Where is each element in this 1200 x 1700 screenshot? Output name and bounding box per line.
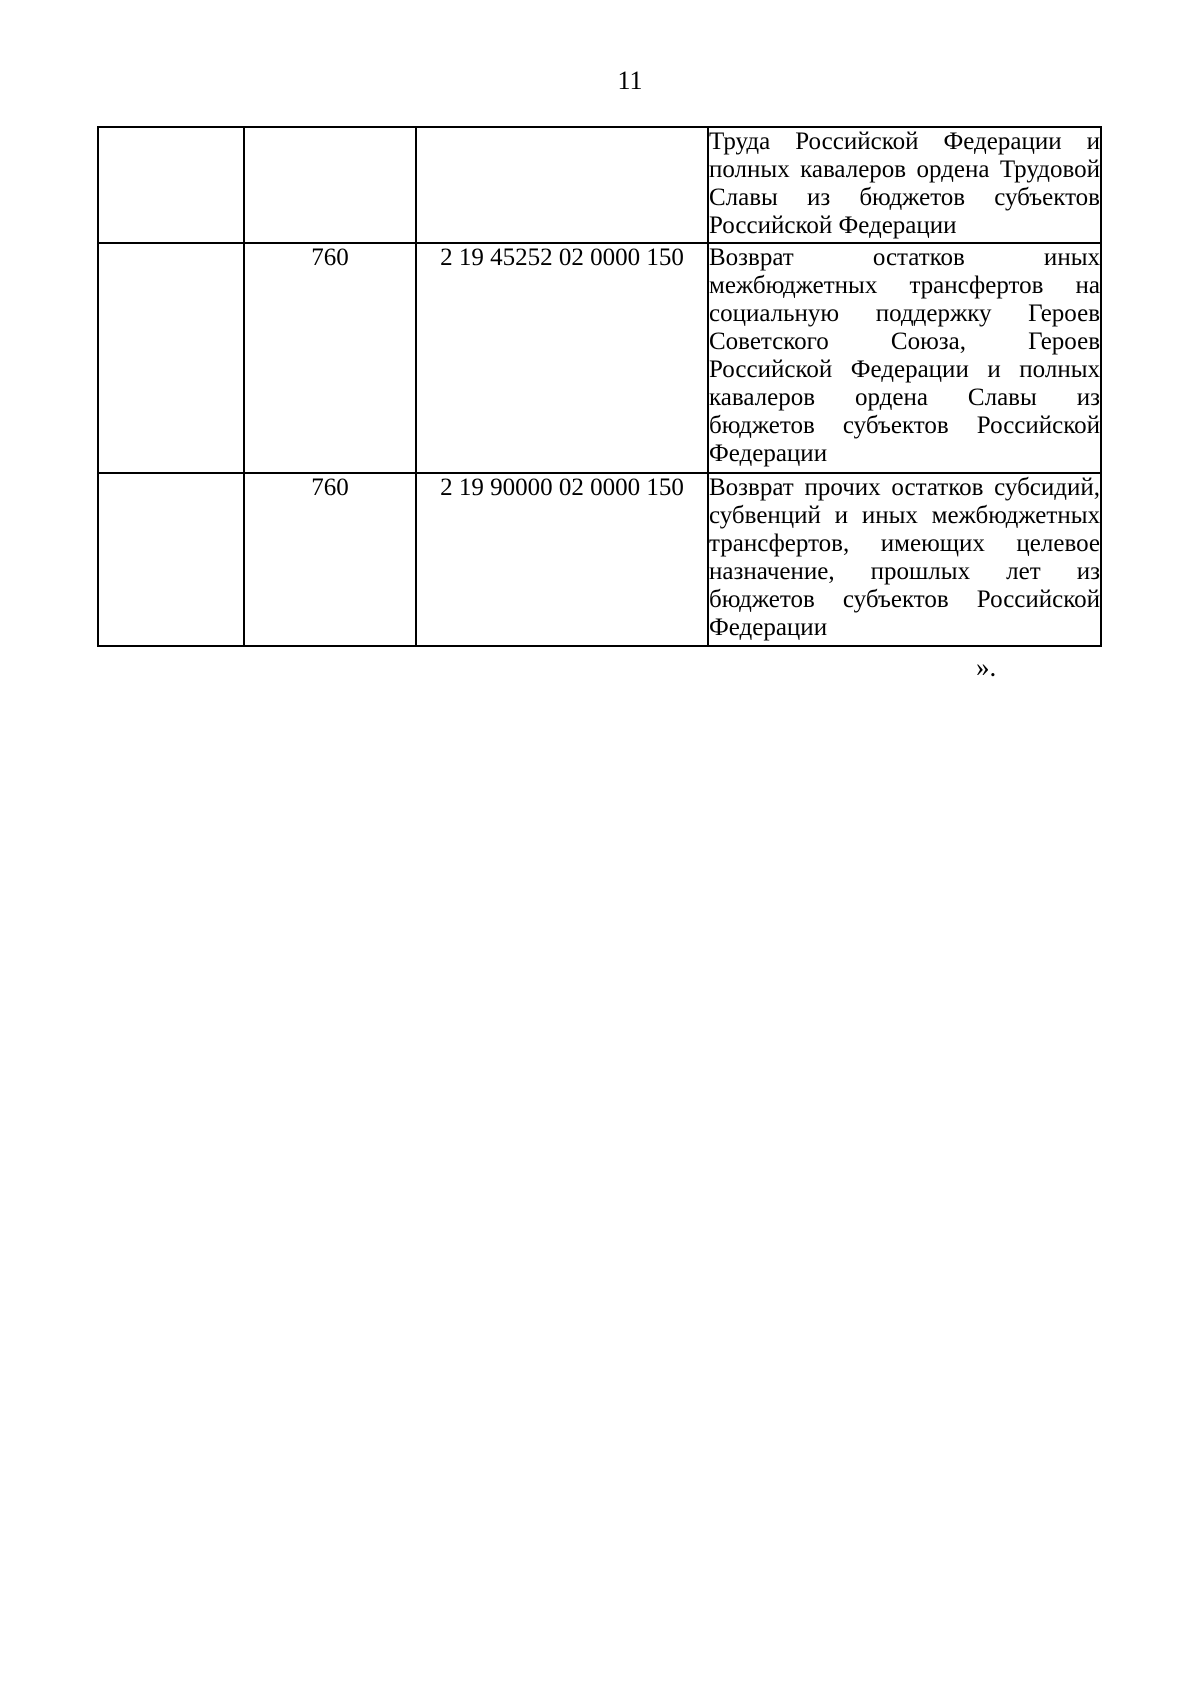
description-line: кавалеров ордена Славы из [709,384,1100,411]
empty-cell [98,473,244,646]
description-line: Российской Федерации [709,212,957,239]
description-line: межбюджетных трансфертов на [709,272,1100,299]
description-line: Российской Федерации и полных [709,356,1100,383]
admin-code-cell: 760 [244,243,416,473]
description-line: полных кавалеров ордена Трудовой [709,156,1100,183]
table-row [98,127,1101,243]
description-line: Советского Союза, Героев [709,328,1100,355]
description-line: бюджетов субъектов Российской [709,412,1100,439]
page-number: 11 [617,66,643,95]
budget-code-cell: 2 19 45252 02 0000 150 [416,243,708,473]
description-cell [708,243,1101,473]
description-line: субвенций и иных межбюджетных [709,502,1100,529]
table-row [98,473,1101,646]
budget-code-cell [416,127,708,243]
description-line: Федерации [709,440,828,467]
description-line: Возврат остатков иных [709,244,1100,271]
description-line: Славы из бюджетов субъектов [709,184,1100,211]
description-cell [708,473,1101,646]
closing-quote-mark: ». [976,652,997,682]
empty-cell [98,243,244,473]
description-line: бюджетов субъектов Российской [709,586,1100,613]
admin-code-cell [244,127,416,243]
admin-code-cell: 760 [244,473,416,646]
budget-classification-table [97,126,1102,647]
description-line: Федерации [709,614,828,641]
description-line: трансфертов, имеющих целевое [709,530,1100,557]
table-row [98,243,1101,473]
description-line: Возврат прочих остатков субсидий, [709,474,1100,501]
description-line: Труда Российской Федерации и [709,128,1100,155]
description-line: социальную поддержку Героев [709,300,1100,327]
description-cell [708,127,1101,243]
description-line: назначение, прошлых лет из [709,558,1100,585]
budget-code-cell: 2 19 90000 02 0000 150 [416,473,708,646]
empty-cell [98,127,244,243]
